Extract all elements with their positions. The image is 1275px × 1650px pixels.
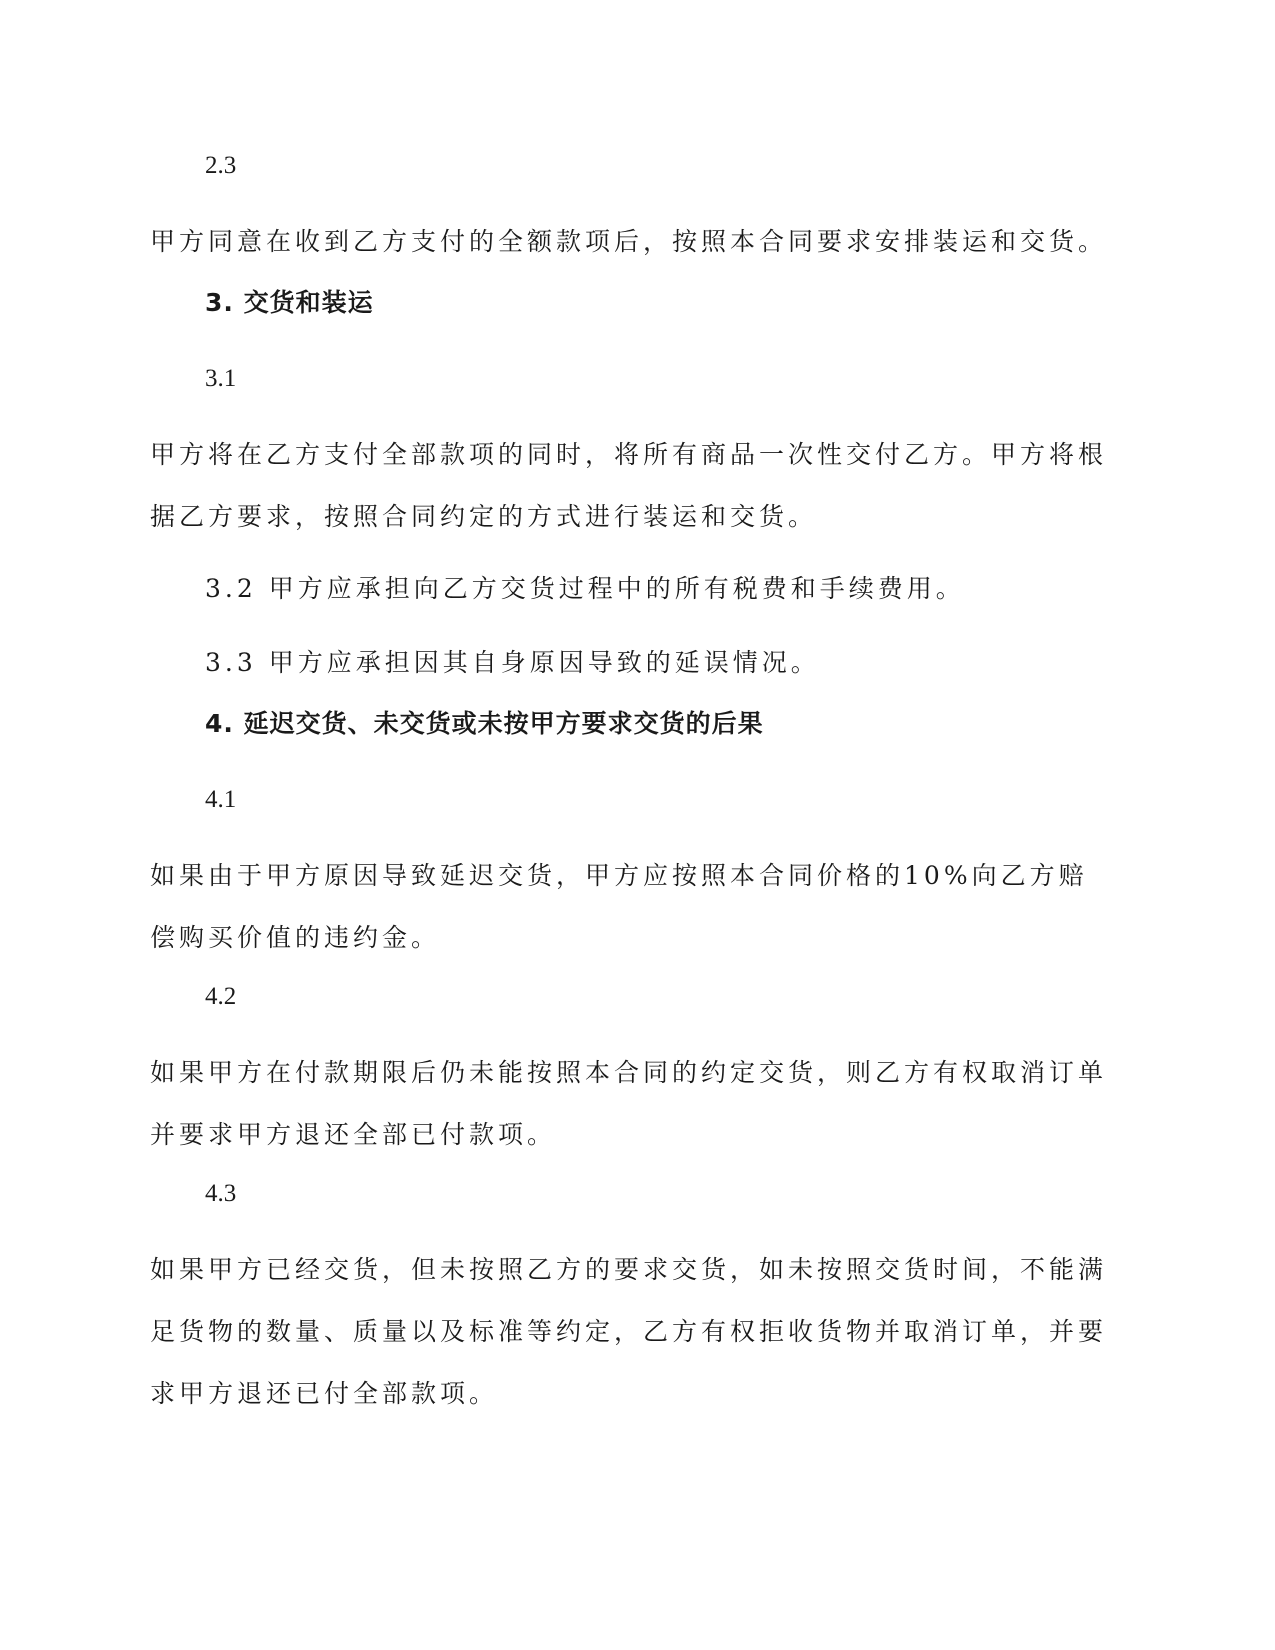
clause-text-4-2: 如果甲方在付款期限后仍未能按照本合同的约定交货，则乙方有权取消订单并要求甲方退还全部已付款项。 [150,1058,1108,1149]
clause-text-4-1: 如果由于甲方原因导致延迟交货，甲方应按照本合同价格的10%向乙方赔偿购买价值的违约金。 [150,861,1088,952]
document-body [150,148,1110,1435]
clause-text-4-3: 如果甲方已经交货，但未按照乙方的要求交货，如未按照交货时间，不能满足货物的数量、质量以及标准等约定，乙方有权拒收货物并取消订单，并要求甲方退还已付全部款项。 [150,1255,1108,1408]
section-heading-3: 3. 交货和装运 [205,288,374,317]
clause-text-3-1: 甲方将在乙方支付全部款项的同时，将所有商品一次性交付乙方。甲方将根据乙方要求，按照合同约定的方式进行装运和交货。 [150,440,1108,531]
clause-number-3-1: 3.1 [205,365,237,392]
section-heading-4: 4. 延迟交货、未交货或未按甲方要求交货的后果 [205,709,764,738]
clause-3-2: 3.2 甲方应承担向乙方交货过程中的所有税费和手续费用。 [205,574,965,603]
clause-number-4-2: 4.2 [205,983,237,1010]
clause-text-2-3: 甲方同意在收到乙方支付的全额款项后，按照本合同要求安排装运和交货。 [150,227,1108,256]
clause-number-4-3: 4.3 [205,1180,237,1207]
clause-number-4-1: 4.1 [205,786,237,813]
clause-3-3: 3.3 甲方应承担因其自身原因导致的延误情况。 [205,648,820,677]
clause-number-2-3: 2.3 [205,152,237,179]
